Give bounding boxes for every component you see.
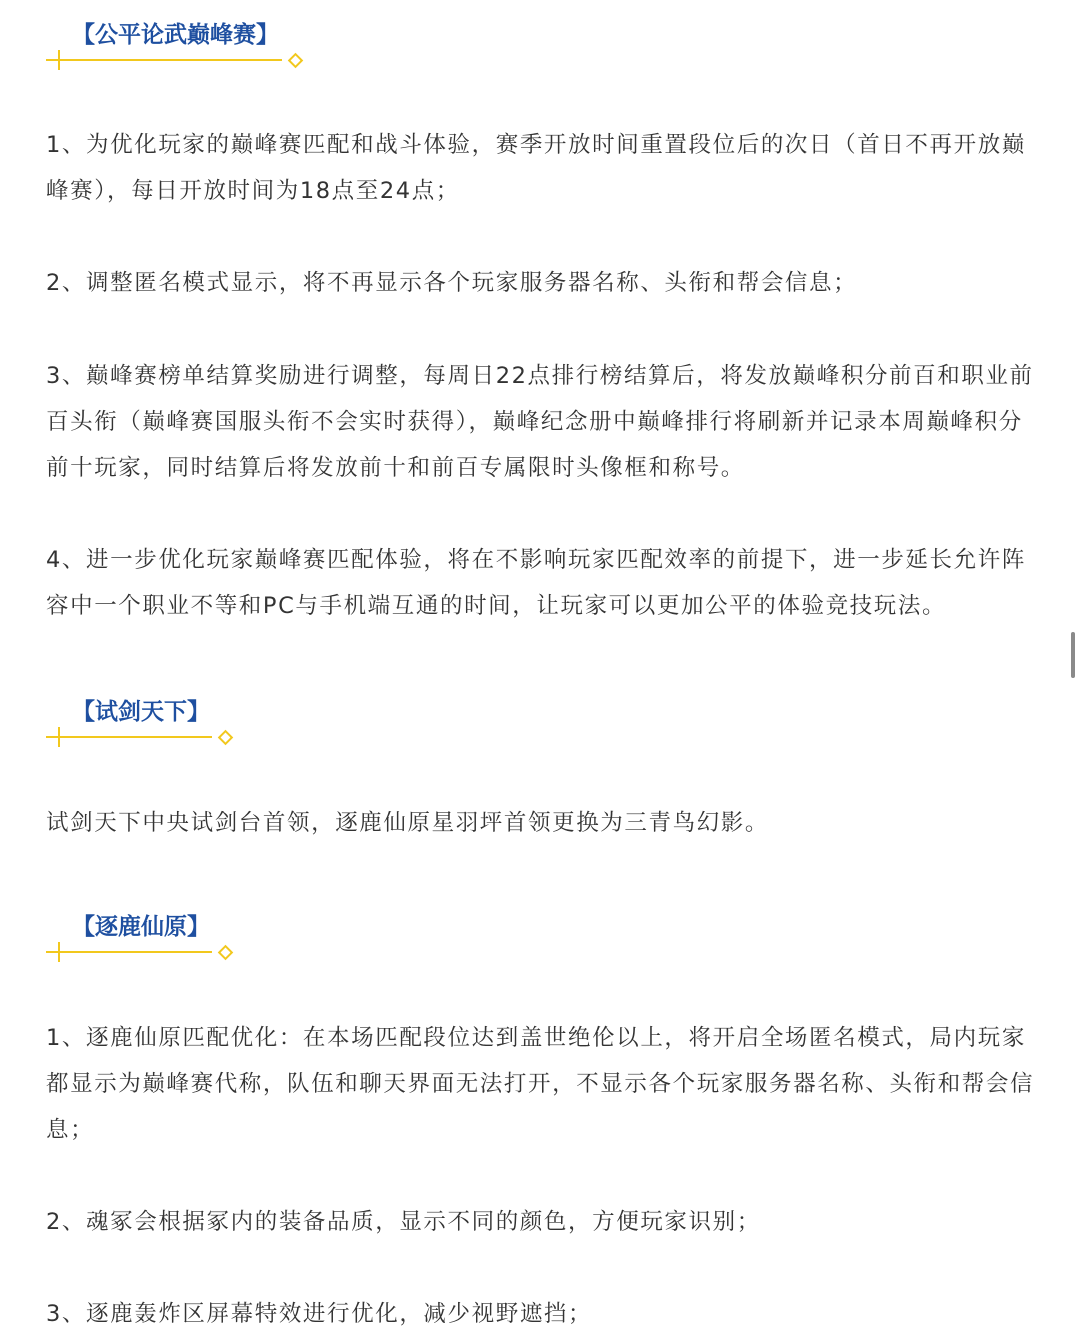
- header-underline: [46, 951, 212, 953]
- header-tick: [58, 727, 60, 747]
- paragraph: 2、调整匿名模式显示，将不再显示各个玩家服务器名称、头衔和帮会信息；: [46, 270, 858, 296]
- section-title: 【公平论武巅峰赛】: [72, 22, 279, 48]
- paragraph: 1、为优化玩家的巅峰赛匹配和战斗体验，赛季开放时间重置段位后的次日（首日不再开放巅峰赛），每日开放时间为18点至24点；: [46, 132, 1026, 204]
- paragraph: 3、逐鹿轰炸区屏幕特效进行优化，减少视野遮挡；: [46, 1301, 593, 1327]
- paragraph: 3、巅峰赛榜单结算奖励进行调整，每周日22点排行榜结算后，将发放巅峰积分前百和职业前百头衔（巅峰赛国服头衔不会实时获得），巅峰纪念册中巅峰排行将刷新并记录本周巅峰积分前十玩家，同时结算后将发放前十和前百专属限时头像框和称号。: [46, 363, 1034, 481]
- header-underline: [46, 59, 282, 61]
- header-tick: [58, 50, 60, 70]
- header-underline: [46, 736, 212, 738]
- paragraph: 试剑天下中央试剑台首领，逐鹿仙原星羽坪首领更换为三青鸟幻影。: [46, 810, 770, 836]
- section-title: 【逐鹿仙原】: [72, 914, 210, 940]
- scrollbar-thumb[interactable]: [1071, 632, 1075, 678]
- section-title: 【试剑天下】: [72, 699, 210, 725]
- diamond-icon: [288, 53, 304, 69]
- paragraph: 2、魂冢会根据冢内的装备品质，显示不同的颜色，方便玩家识别；: [46, 1209, 761, 1235]
- diamond-icon: [218, 730, 234, 746]
- header-tick: [58, 942, 60, 962]
- paragraph: 1、逐鹿仙原匹配优化：在本场匹配段位达到盖世绝伦以上，将开启全场匿名模式，局内玩家都显示为巅峰赛代称，队伍和聊天界面无法打开，不显示各个玩家服务器名称、头衔和帮会信息；: [46, 1025, 1035, 1143]
- diamond-icon: [218, 945, 234, 961]
- paragraph: 4、进一步优化玩家巅峰赛匹配体验，将在不影响玩家匹配效率的前提下，进一步延长允许阵容中一个职业不等和PC与手机端互通的时间，让玩家可以更加公平的体验竞技玩法。: [46, 547, 1026, 619]
